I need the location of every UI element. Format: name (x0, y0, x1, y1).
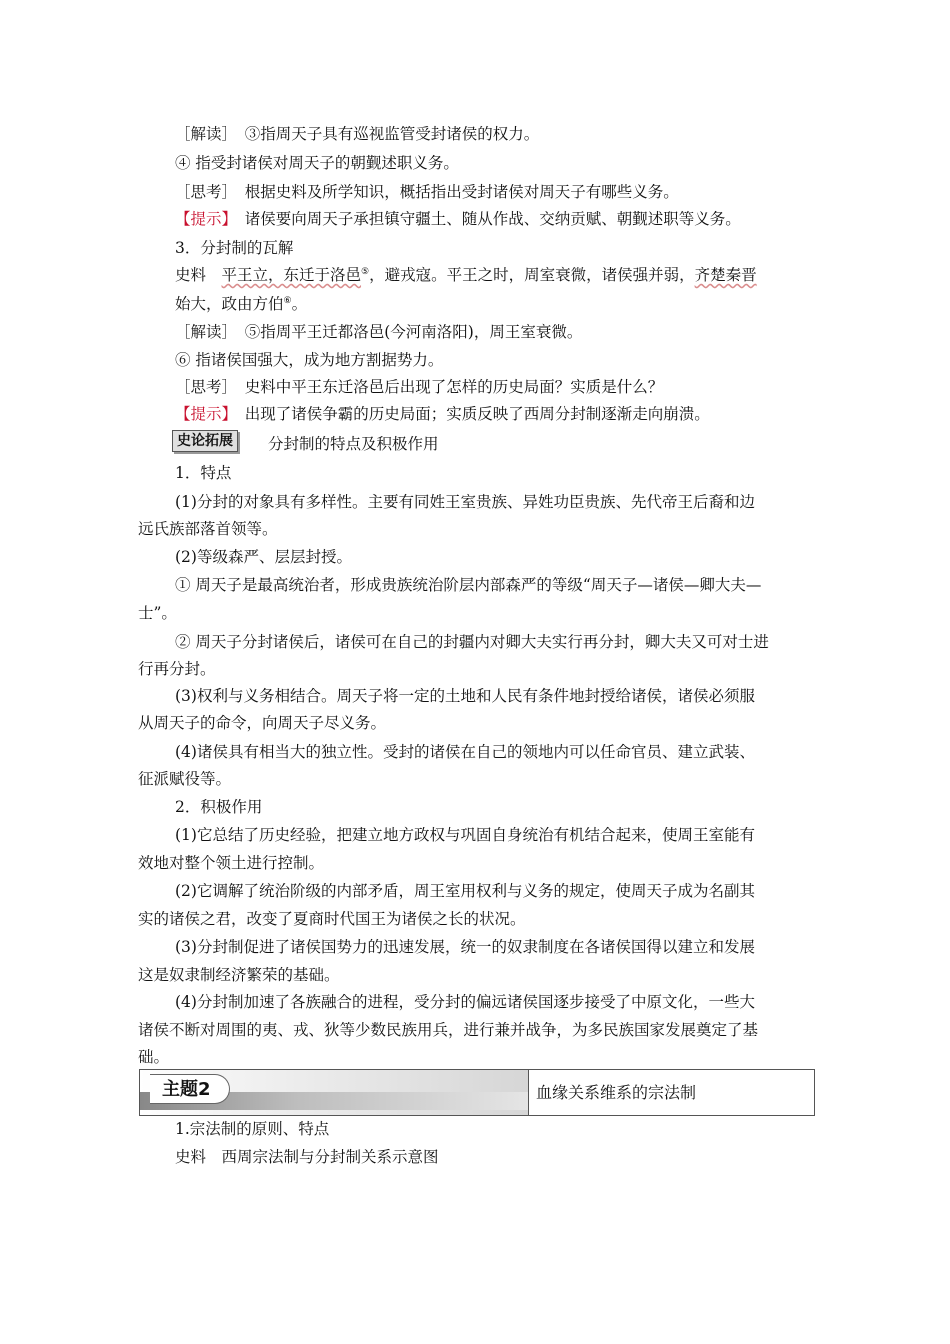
text-line: ［解读］ ⑤指周平王迁都洛邑(今河南洛阳)，周王室衰微。 (175, 323, 583, 341)
text-line: 效地对整个领土进行控制。 (138, 854, 325, 872)
text-line: (3)权利与义务相结合。周天子将一定的土地和人民有条件地封授给诸侯，诸侯必须服 (175, 687, 755, 705)
subsection-heading: 3．分封制的瓦解 (175, 239, 294, 257)
section-badge: 史论拓展 (172, 430, 238, 452)
text-line: 从周天子的命令，向周天子尽义务。 (138, 714, 387, 732)
source-text: 。 (291, 295, 308, 313)
source-line (175, 292, 307, 314)
source-quote: 平王立，东迁于洛邑 (221, 266, 362, 284)
source-label: 史料 (175, 266, 222, 284)
source-text: 始大，政由方伯 (175, 295, 284, 313)
footnote-mark: ⑤ (361, 266, 370, 277)
text-line: (2)它调解了统治阶级的内部矛盾，周王室用权利与义务的规定，使周天子成为名副其 (175, 882, 755, 900)
source-quote: 齐楚秦晋 (694, 266, 757, 284)
text-line: (4)诸侯具有相当大的独立性。受封的诸侯在自己的领地内可以任命官员、建立武装、 (175, 743, 755, 761)
section-title: 分封制的特点及积极作用 (268, 435, 439, 453)
topic-header (139, 1069, 815, 1116)
text-line: ［解读］ ③指周天子具有巡视监管受封诸侯的权力。 (175, 125, 540, 143)
text-line: ［思考］ 史料中平王东迁洛邑后出现了怎样的历史局面？实质是什么？ (175, 378, 664, 396)
text-line: 远氏族部落首领等。 (138, 520, 278, 538)
text-line: (2)等级森严、层层封授。 (175, 548, 352, 566)
source-text: ，避戎寇。平王之时，周室衰微，诸侯强并弱， (369, 266, 695, 284)
text-line: ［思考］ 根据史料及所学知识，概括指出受封诸侯对周天子有哪些义务。 (175, 183, 679, 201)
text-line: ① 周天子是最高统治者，形成贵族统治阶层内部森严的等级“周天子—诸侯—卿大夫— (175, 576, 762, 594)
text-line: 诸侯不断对周围的夷、戎、狄等少数民族用兵，进行兼并战争，为多民族国家发展奠定了基 (138, 1021, 759, 1039)
text-line: ④ 指受封诸侯对周天子的朝觐述职义务。 (175, 154, 459, 172)
text-line: 征派赋役等。 (138, 770, 232, 788)
text-line: 实的诸侯之君，改变了夏商时代国王为诸侯之长的状况。 (138, 910, 526, 928)
text-line: ⑥ 指诸侯国强大，成为地方割据势力。 (175, 351, 444, 369)
hint-text: 诸侯要向周天子承担镇守疆土、随从作战、交纳贡赋、朝觐述职等义务。 (229, 210, 741, 228)
hint-tag: 【提示】 (175, 210, 230, 228)
topic-banner (140, 1070, 529, 1115)
text-line: (3)分封制促进了诸侯国势力的迅速发展，统一的奴隶制度在各诸侯国得以建立和发展 (175, 938, 755, 956)
text-line: 行再分封。 (138, 660, 216, 678)
text-line: 础。 (138, 1048, 170, 1066)
hint-line (175, 207, 741, 229)
hint-text: 出现了诸侯争霸的历史局面；实质反映了西周分封制逐渐走向崩溃。 (229, 405, 710, 423)
subsection-heading: 1.宗法制的原则、特点 (175, 1120, 330, 1138)
source-line (175, 263, 757, 285)
hint-line (175, 402, 710, 424)
text-line: (1)它总结了历史经验，把建立地方政权与巩固自身统治有机结合起来，使周王室能有 (175, 826, 755, 844)
text-line: 士”。 (138, 604, 177, 622)
text-line: 这是奴隶制经济繁荣的基础。 (138, 966, 340, 984)
text-line: (1)分封的对象具有多样性。主要有同姓王室贵族、异姓功臣贵族、先代帝王后裔和边 (175, 493, 755, 511)
footnote-mark: ⑥ (283, 295, 292, 306)
text-line: ② 周天子分封诸侯后，诸侯可在自己的封疆内对卿大夫实行再分封，卿大夫又可对士进 (175, 633, 769, 651)
topic-title: 血缘关系维系的宗法制 (536, 1083, 697, 1102)
subsection-heading: 2．积极作用 (175, 798, 263, 816)
source-line: 史料 西周宗法制与分封制关系示意图 (175, 1148, 439, 1166)
topic-tag: 主题2 (150, 1074, 230, 1104)
hint-tag: 【提示】 (175, 405, 230, 423)
subsection-heading: 1．特点 (175, 464, 232, 482)
text-line: (4)分封制加速了各族融合的进程，受分封的偏远诸侯国逐步接受了中原文化，一些大 (175, 993, 755, 1011)
